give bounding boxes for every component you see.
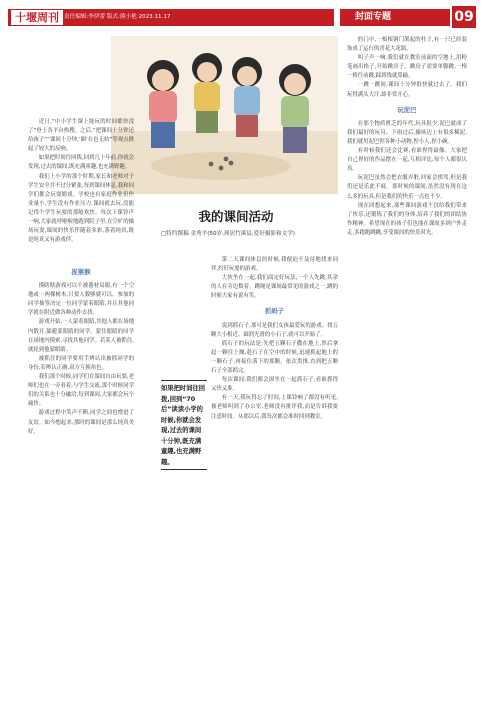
paragraph: 第二天课间休息的时候,我便迫不及待地找来同伴,约好玩耍的游戏。 <box>211 257 338 273</box>
paragraph: 我们那个时候,同学们在课间自由玩耍,老师们也在一旁看着,与学生交流,那个时候同学们的关系也十分融洽,每到课间,大家都会玩个痛快。 <box>28 374 134 408</box>
masthead: 十堰周刊 <box>10 9 64 26</box>
column-3 <box>347 36 467 238</box>
article-title: 我的课间活动 <box>198 209 274 224</box>
paragraph: 抓石子的玩法是:先把五颗石子撒在地上,然后拿起一颗往上抛,趁石子在空中的时候,迅速抓起地上的一颗石子,再接住落下的那颗。依次类推,直到把五颗石子全部抓完。 <box>211 340 338 375</box>
column-1-body <box>28 262 134 437</box>
quote-rule-top <box>161 380 207 381</box>
page-header <box>0 0 481 30</box>
paragraph: 玩泥巴虽然会把衣服弄脏,回家会挨骂,但是我们还是乐此不疲。那时候的课间,虽然没有现在这么多的玩具,但是我们的快乐一点也不少。 <box>347 175 467 200</box>
paragraph: 大伙坐在一起,我们商定好玩法,一个人先跳,其余的人在旁边数着。跳绳是课间最常见的游戏之一,跳的时候大家有说有笑。 <box>211 275 338 300</box>
subheading: 玩泥巴 <box>397 105 417 114</box>
column-1-intro <box>28 118 134 245</box>
paragraph: 摸瞎瞎游戏可以不被器材局限,有一个空地或一两棵树木,只要人数够就可以。参加的同学抽签决定一位同学蒙着眼睛,并且其他同学就在附近做各种动作去找。 <box>28 283 134 317</box>
paragraph: 有一天,我玩得忘了时间,上课铃响了都没有听见,被老师叫到了办公室,老师没有批评我,而是告诉我要注意时间。从那以后,我每次都会准时回到教室。 <box>211 395 338 420</box>
quote-rule-bottom <box>161 469 207 470</box>
paragraph: 在那个物质匮乏的年代,玩具很少,泥巴就成了我们最好的玩具。下雨过后,操场边上有很多稀泥,我们就用泥巴捏各种小动物,捏小人,捏小碗。 <box>347 120 467 145</box>
paragraph: 游戏开始,一人蒙着眼睛,其他人都在场地内散开,躲避蒙眼睛的同学。蒙住眼睛的同学在场地内摸索,寻找其他同学。若某人被抓住,就轮到他蒙眼睛。 <box>28 319 134 353</box>
paragraph: 近日,“中小学生课上能玩的时间都快没了”登上各平台热搜。之后,“把课间十分钟还给孩子”“课间十分钟,‘圈’在也无妨”等观点掀起了较大的反响。 <box>28 119 134 153</box>
paragraph: 现在回想起来,那些课间游戏不仅给我们带来了快乐,还锻炼了我们的身体,培养了我们的团结协作精神。希望现在的孩子们也能在课间多到户外走走,多跑跑跳跳,享受课间的快乐时光。 <box>347 202 467 236</box>
pull-quote: 如果把时间往回拨,回到“70后”读读小学的时候,你就会发现,过去的课间十分钟,既充满童趣,也充满野趣。 <box>161 385 206 466</box>
article-byline: □特约撰稿 金秀平(50岁,现居竹溪县,爱好摄影和文学) <box>161 231 295 237</box>
subheading: 捉猴猴 <box>71 268 91 276</box>
paragraph: 叫子声一响,我们就在教室前面的空地上,用粉笔画出格子,开始跳房子。跳房子需要单脚跳,一格一格往前跳,踩到线就算输。 <box>347 55 467 80</box>
children-playing-illustration <box>111 36 338 194</box>
paragraph: 游戏过程中笑声不断,同学之间也增进了友谊。如今想起来,那时的课间是那么纯真美好。 <box>28 410 134 435</box>
paragraph: 每次课间,我们都会围坐在一起抓石子,看谁抓得又快又准。 <box>211 377 338 393</box>
paragraph: 如果把时间往回拨,回到几十年前,你就会发现,过去的课间,既充满童趣,也充满野趣。 <box>28 155 134 171</box>
editor-credits: 责任编辑:李伊蕾 版式:熊小艳 2023.11.17 <box>64 14 171 20</box>
paragraph: 一跳一跳间,课间十分钟很快就过去了。我们玩得满头大汗,却非常开心。 <box>347 82 467 98</box>
subheading: 抓蚂子 <box>264 307 285 316</box>
column-2 <box>211 256 338 422</box>
paragraph: 被抓住的同学要用手辨认出被抓同学的身份,若辨认正确,双方互换角色。 <box>28 355 134 371</box>
section-label: 封面专题 <box>355 12 392 22</box>
page-number: 09 <box>452 6 476 28</box>
paragraph: 我们上小学的那个时期,家长和老师对于学生安全并不过分紧张,每到课间休息,我和同学们都会玩耍嬉戏。学校也有家庭作业但作业量小,学生没有作业压力,课间就去玩,没能记得个学生玩耍的那般欢快。每次下课铃声一响,大家就呼啦啦地跑到院子里,在空旷的操场玩耍,课间的快乐伴随着多彩,落着纯真,既是纯真又有游戏伴。 <box>28 173 134 244</box>
paragraph: 说到抓石子,那可是我们女孩最爱玩的游戏。找五颗大小相近、圆润光滑的小石子,就可以开始了。 <box>211 322 338 338</box>
paragraph: 的门中,一根根钢门架起的柱子,有一只已经装饰成了运行的青花大花瓶。 <box>347 37 467 53</box>
paragraph: 有时候我们还会比赛,看谁捏得最像。大家把自己捏好的作品摆在一起,互相评比,每个人都很认真。 <box>347 148 467 173</box>
